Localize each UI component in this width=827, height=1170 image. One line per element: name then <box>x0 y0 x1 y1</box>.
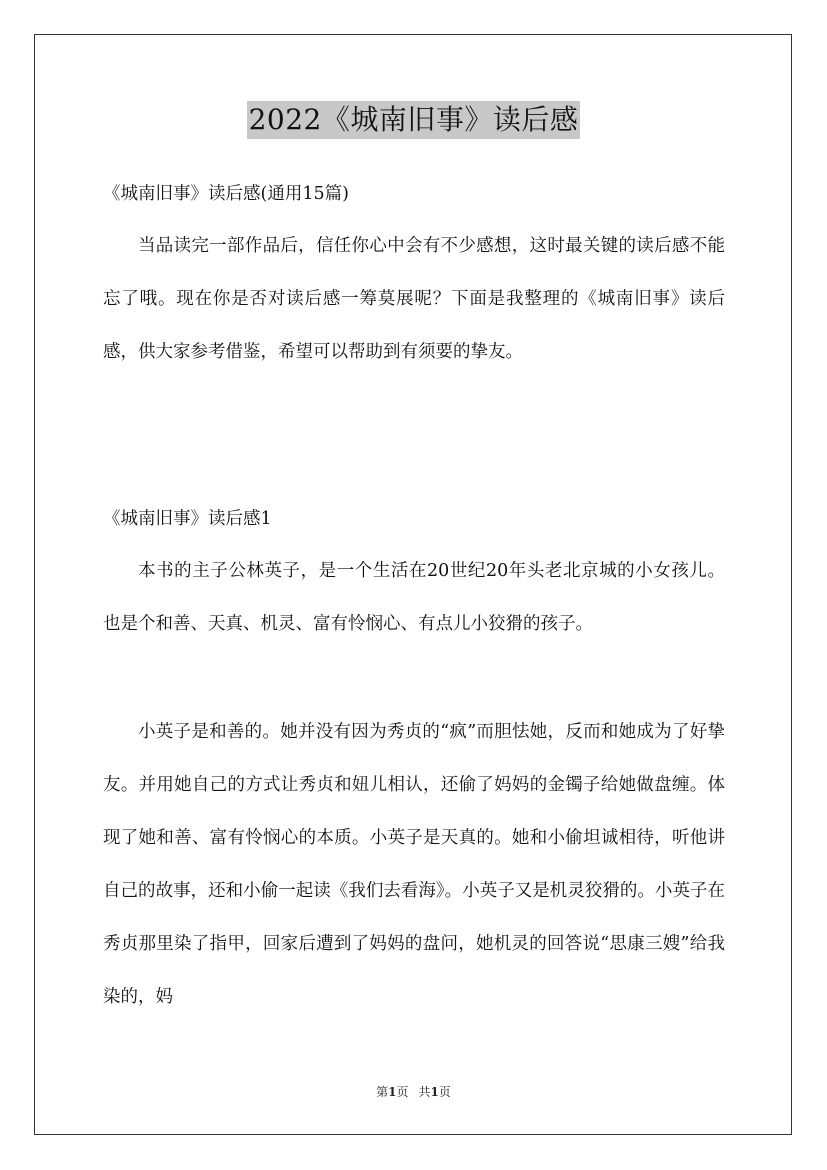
section-heading: 《城南旧事》读后感1 <box>103 509 272 529</box>
title-container <box>0 101 827 139</box>
footer-page-prefix: 第 <box>376 1085 389 1099</box>
intro-paragraph: 当品读完一部作品后，信任你心中会有不少感想，这时最关键的读后感不能忘了哦。现在你是否对读后感一筹莫展呢？下面是我整理的《城南旧事》读后感，供大家参考借鉴，希望可以帮助到有须要的挚友。 <box>103 236 725 362</box>
page-footer <box>0 1084 827 1100</box>
document-title: 2022《城南旧事》读后感 <box>247 101 581 139</box>
body-paragraph-2: 小英子是和善的。她并没有因为秀贞的“疯”而胆怯她，反而和她成为了好挚友。并用她自己的方式让秀贞和妞儿相认，还偷了妈妈的金镯子给她做盘缠。体现了她和善、富有怜悯心的本质。小英子是天真的。她和小偷坦诚相待，听他讲自己的故事，还和小偷一起读《我们去看海》。小英子又是机灵狡猾的。小英子在秀贞那里染了指甲，回家后遭到了妈妈的盘问，她机灵的回答说“思康三嫂”给我染的，妈 <box>103 722 725 1007</box>
footer-total-suffix: 页 <box>438 1085 451 1099</box>
footer-page-suffix: 页 <box>396 1085 409 1099</box>
footer-total-prefix: 共 <box>418 1085 431 1099</box>
document-subtitle: 《城南旧事》读后感(通用15篇) <box>103 184 349 204</box>
body-paragraph-1: 本书的主子公林英子，是一个生活在20世纪20年头老北京城的小女孩儿。也是个和善、天真、机灵、富有怜悯心、有点儿小狡猾的孩子。 <box>103 561 725 634</box>
footer-total-number: 1 <box>430 1085 439 1099</box>
footer-page-number: 1 <box>388 1085 397 1099</box>
